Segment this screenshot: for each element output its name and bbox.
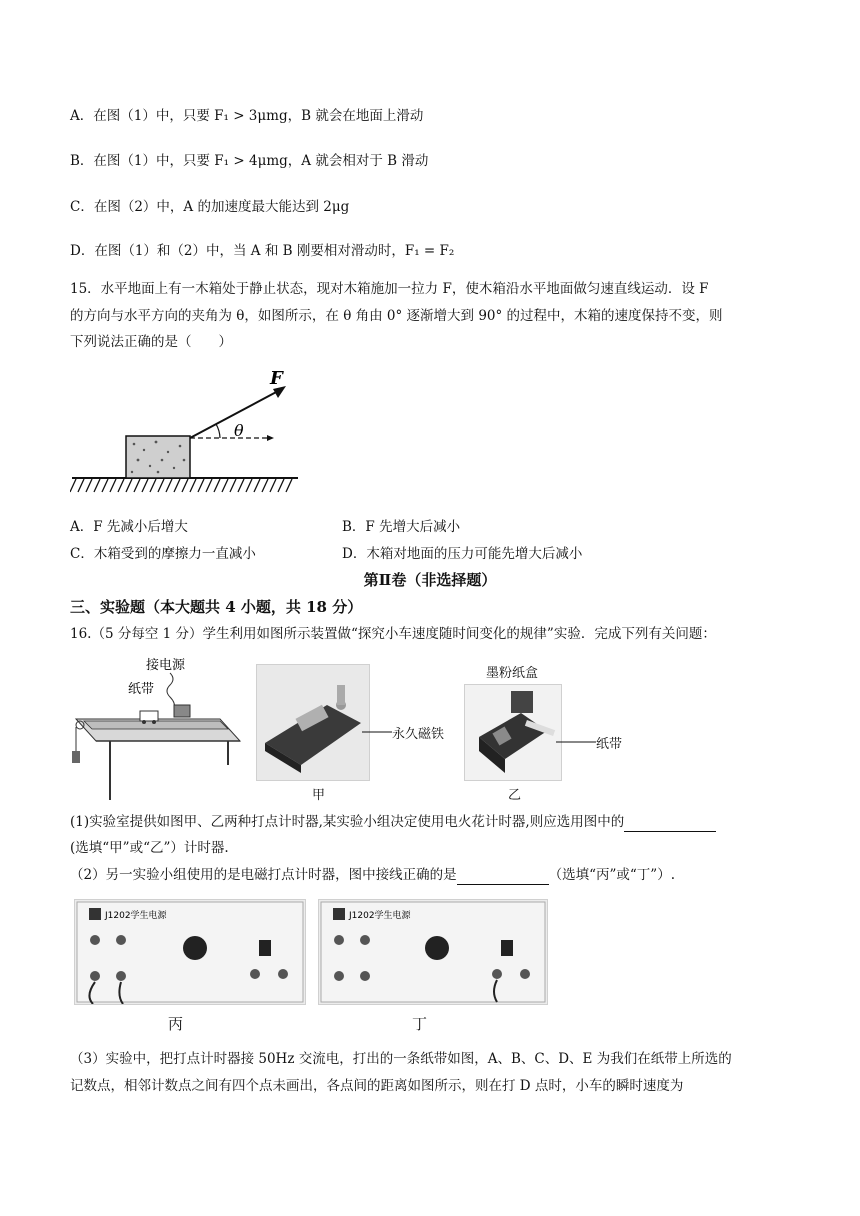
q16-part3-line2: 记数点，相邻计数点之间有四个点未画出，各点间的距离如图所示，则在打 D 点时，小车的瞬时速度为	[70, 1078, 684, 1094]
option-14-c: C．在图（2）中，A 的加速度最大能达到 2μg	[70, 199, 350, 215]
power-supply-photo-bing	[74, 899, 306, 1005]
option-14-d: D．在图（1）和（2）中，当 A 和 B 刚要相对滑动时，F₁ = F₂	[70, 243, 455, 259]
spark-timer-photo-yi	[464, 684, 562, 781]
power-label: 接电源	[146, 658, 186, 673]
tape-label-2: 纸带	[596, 737, 623, 752]
part-title: 三、实验题（本大题共 4 小题，共 18 分）	[70, 598, 363, 616]
q16-part1-line1: (1)实验室提供如图甲、乙两种打点计时器,某实验小组决定使用电火花计时器,则应选用图中的	[70, 812, 716, 832]
answer-blank-1[interactable]	[624, 817, 716, 832]
caption-ding: 丁	[412, 1015, 428, 1033]
section-title: 第Ⅱ卷（非选择题）	[363, 571, 497, 589]
tape-label: 纸带	[128, 682, 155, 697]
answer-blank-2[interactable]	[457, 870, 549, 885]
box-force-diagram	[70, 360, 310, 500]
psu-title-ding: J1202学生电源	[349, 911, 411, 921]
q16-part3-line1: （3）实验中，把打点计时器接 50Hz 交流电，打出的一条纸带如图，A、B、C、D、E 为我们在纸带上所选的	[70, 1051, 732, 1067]
q16-part2-line: （2）另一实验小组使用的是电磁打点计时器，图中接线正确的是 （选填“丙”或“丁”）.	[70, 867, 675, 883]
option-14-a: A．在图（1）中，只要 F₁ > 3μmg，B 就会在地面上滑动	[70, 108, 424, 124]
tape-pointer	[556, 739, 596, 745]
q15-stem-line2: 的方向与水平方向的夹角为 θ，如图所示，在 θ 角由 0° 逐渐增大到 90° 的过程中，木箱的速度保持不变，则	[70, 308, 723, 324]
q15-option-b: B．F 先增大后减小	[342, 519, 461, 535]
q15-option-d: D．木箱对地面的压力可能先增大后减小	[342, 546, 583, 562]
power-supply-photo-ding	[318, 899, 548, 1005]
theta-label: θ	[234, 421, 244, 440]
psu-title-bing: J1202学生电源	[105, 911, 167, 921]
q15-option-a: A．F 先减小后增大	[70, 519, 188, 535]
magnet-label: 永久磁铁	[392, 727, 445, 742]
q16-stem: 16.（5 分每空 1 分）学生利用如图所示装置做“探究小车速度随时间变化的规律”实验．完成下列有关问题：	[70, 626, 716, 642]
q16-part1-line2: (选填“甲”或“乙”）计时器.	[70, 840, 229, 856]
ink-box-label: 墨粉纸盒	[486, 666, 539, 681]
force-label: F	[270, 368, 283, 389]
caption-yi: 乙	[508, 788, 522, 803]
apparatus-figure	[70, 655, 250, 800]
q15-option-c: C．木箱受到的摩擦力一直减小	[70, 546, 256, 562]
spark-timer-photo-jia	[256, 664, 370, 781]
caption-jia: 甲	[312, 788, 326, 803]
caption-bing: 丙	[168, 1015, 184, 1033]
magnet-pointer	[362, 729, 392, 735]
option-14-b: B．在图（1）中，只要 F₁ > 4μmg，A 就会相对于 B 滑动	[70, 153, 429, 169]
q15-stem-line3: 下列说法正确的是（ ）	[70, 334, 232, 350]
q15-stem-line1: 15．水平地面上有一木箱处于静止状态，现对木箱施加一拉力 F，使木箱沿水平地面做匀速直线运动．设 F	[70, 281, 709, 297]
